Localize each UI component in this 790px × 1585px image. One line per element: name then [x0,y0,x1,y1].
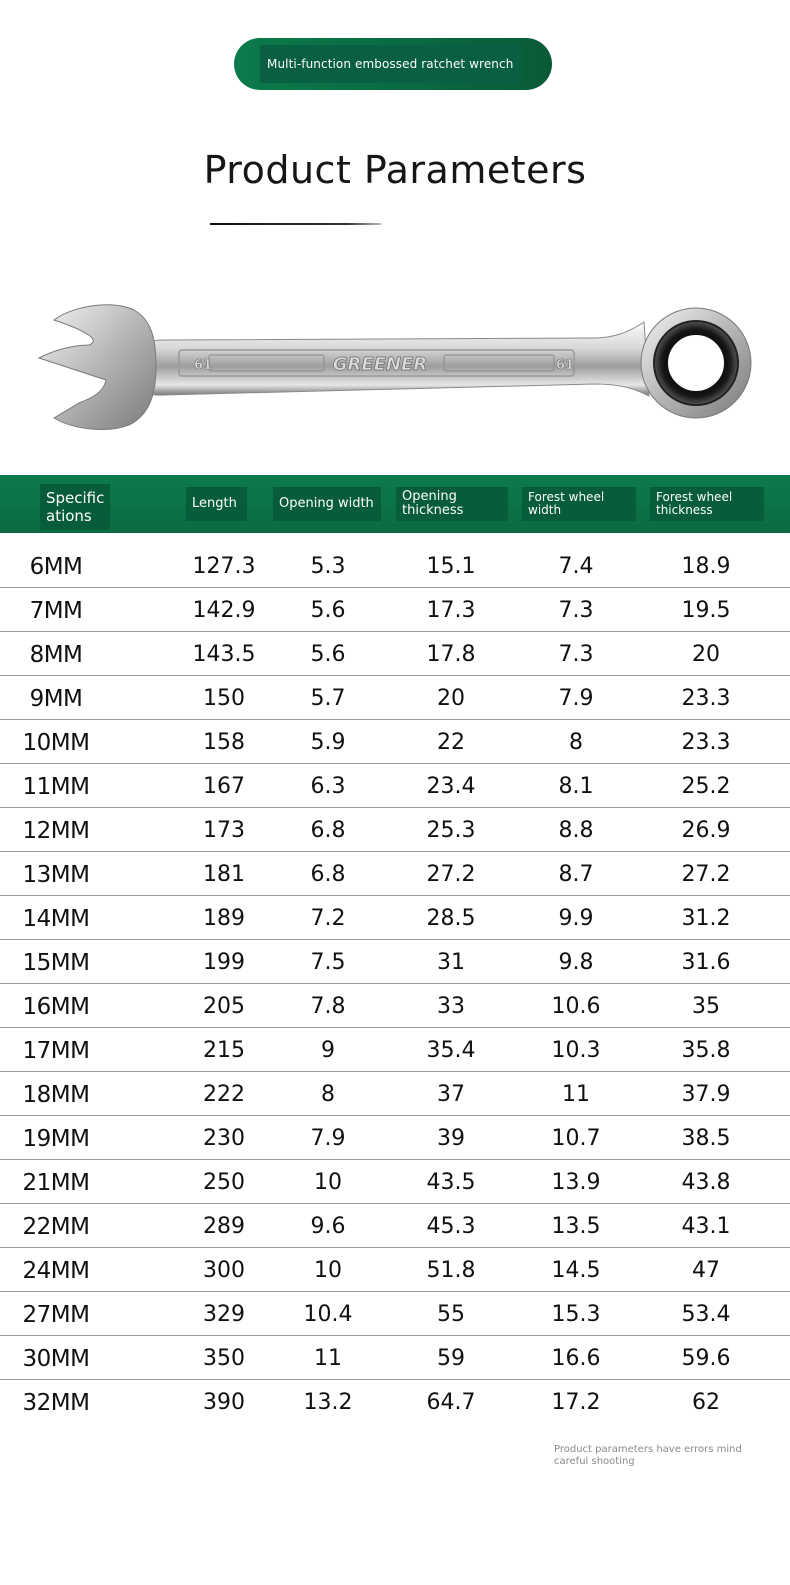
value-cell: 35.8 [681,1038,731,1063]
value-cell: 18.9 [681,554,731,579]
value-cell: 5.3 [310,554,346,579]
header-forest-wheel-thickness: Forest wheel thickness [650,487,764,521]
value-cell: 7.3 [558,642,594,667]
value-cell: 14.5 [551,1258,601,1283]
value-cell: 27.2 [681,862,731,887]
table-row [0,588,790,632]
value-cell: 64.7 [426,1390,476,1415]
table-row [0,676,790,720]
table-header [0,475,790,533]
value-cell: 19.5 [681,598,731,623]
value-cell: 23.4 [426,774,476,799]
value-cell: 9.6 [310,1214,346,1239]
table-row [0,1072,790,1116]
spec-cell: 12MM [22,818,90,844]
header-opening-width: Opening width [273,487,381,521]
value-cell: 22 [437,730,465,755]
value-cell: 10.6 [551,994,601,1019]
value-cell: 189 [203,906,245,931]
size-mark-left: 61 [194,358,213,373]
value-cell: 23.3 [681,686,731,711]
table-row [0,1160,790,1204]
header-length: Length [186,487,247,521]
value-cell: 37 [437,1082,465,1107]
spec-cell: 24MM [22,1258,90,1284]
value-cell: 7.8 [310,994,346,1019]
value-cell: 31 [437,950,465,975]
value-cell: 25.3 [426,818,476,843]
value-cell: 350 [203,1346,245,1371]
value-cell: 5.6 [310,598,346,623]
value-cell: 158 [203,730,245,755]
value-cell: 250 [203,1170,245,1195]
value-cell: 150 [203,686,245,711]
product-type-banner [234,38,552,90]
table-row [0,1292,790,1336]
title-underline [210,223,381,225]
value-cell: 7.5 [310,950,346,975]
value-cell: 7.2 [310,906,346,931]
value-cell: 16.6 [551,1346,601,1371]
spec-cell: 8MM [29,642,83,668]
value-cell: 205 [203,994,245,1019]
spec-cell: 32MM [22,1390,90,1416]
value-cell: 13.9 [551,1170,601,1195]
spec-cell: 19MM [22,1126,90,1152]
spec-cell: 17MM [22,1038,90,1064]
header-opening-thickness: Opening thickness [396,487,508,521]
header-forest-wheel-width: Forest wheel width [522,487,636,521]
table-row [0,764,790,808]
value-cell: 20 [437,686,465,711]
table-row [0,1248,790,1292]
spec-cell: 14MM [22,906,90,932]
page-title: Product Parameters [203,148,587,192]
value-cell: 167 [203,774,245,799]
value-cell: 47 [692,1258,720,1283]
table-row [0,1116,790,1160]
value-cell: 300 [203,1258,245,1283]
header-specifications: Specific ations [40,484,110,530]
spec-cell: 30MM [22,1346,90,1372]
value-cell: 8.8 [558,818,594,843]
value-cell: 8.7 [558,862,594,887]
value-cell: 9.9 [558,906,594,931]
spec-cell: 21MM [22,1170,90,1196]
ratchet-wrench-image [34,300,759,440]
value-cell: 27.2 [426,862,476,887]
value-cell: 5.7 [310,686,346,711]
value-cell: 6.3 [310,774,346,799]
value-cell: 10.4 [303,1302,353,1327]
value-cell: 39 [437,1126,465,1151]
value-cell: 20 [692,642,720,667]
value-cell: 11 [562,1082,590,1107]
value-cell: 35.4 [426,1038,476,1063]
value-cell: 59 [437,1346,465,1371]
value-cell: 230 [203,1126,245,1151]
value-cell: 143.5 [192,642,256,667]
spec-cell: 27MM [22,1302,90,1328]
table-row [0,940,790,984]
value-cell: 142.9 [192,598,256,623]
value-cell: 10.7 [551,1126,601,1151]
banner-label: Multi-function embossed ratchet wrench [260,45,522,83]
spec-cell: 22MM [22,1214,90,1240]
value-cell: 5.9 [310,730,346,755]
value-cell: 222 [203,1082,245,1107]
value-cell: 13.2 [303,1390,353,1415]
footnote: Product parameters have errors mind careful shooting [554,1444,742,1467]
value-cell: 10.3 [551,1038,601,1063]
value-cell: 17.8 [426,642,476,667]
value-cell: 23.3 [681,730,731,755]
spec-cell: 9MM [29,686,83,712]
spec-cell: 16MM [22,994,90,1020]
table-row [0,1380,790,1424]
value-cell: 35 [692,994,720,1019]
value-cell: 10 [314,1258,342,1283]
value-cell: 43.5 [426,1170,476,1195]
value-cell: 199 [203,950,245,975]
value-cell: 289 [203,1214,245,1239]
value-cell: 37.9 [681,1082,731,1107]
value-cell: 173 [203,818,245,843]
table-row [0,632,790,676]
value-cell: 55 [437,1302,465,1327]
table-row [0,1336,790,1380]
brand-mark: GREENER [332,354,428,375]
spec-cell: 6MM [29,554,83,580]
value-cell: 215 [203,1038,245,1063]
value-cell: 31.2 [681,906,731,931]
value-cell: 33 [437,994,465,1019]
spec-cell: 18MM [22,1082,90,1108]
value-cell: 7.4 [558,554,594,579]
value-cell: 181 [203,862,245,887]
value-cell: 127.3 [192,554,256,579]
size-mark-right: 61 [556,358,575,373]
value-cell: 31.6 [681,950,731,975]
value-cell: 62 [692,1390,720,1415]
value-cell: 43.1 [681,1214,731,1239]
value-cell: 45.3 [426,1214,476,1239]
value-cell: 8.1 [558,774,594,799]
value-cell: 7.9 [310,1126,346,1151]
value-cell: 15.3 [551,1302,601,1327]
table-row [0,896,790,940]
spec-cell: 13MM [22,862,90,888]
table-row [0,1204,790,1248]
value-cell: 53.4 [681,1302,731,1327]
value-cell: 7.3 [558,598,594,623]
table-row [0,720,790,764]
value-cell: 25.2 [681,774,731,799]
spec-cell: 10MM [22,730,90,756]
spec-cell: 15MM [22,950,90,976]
table-row [0,852,790,896]
value-cell: 43.8 [681,1170,731,1195]
value-cell: 9.8 [558,950,594,975]
value-cell: 51.8 [426,1258,476,1283]
value-cell: 38.5 [681,1126,731,1151]
value-cell: 5.6 [310,642,346,667]
value-cell: 59.6 [681,1346,731,1371]
table-row [0,984,790,1028]
value-cell: 9 [321,1038,335,1063]
value-cell: 329 [203,1302,245,1327]
value-cell: 26.9 [681,818,731,843]
spec-cell: 11MM [22,774,90,800]
value-cell: 6.8 [310,862,346,887]
value-cell: 11 [314,1346,342,1371]
value-cell: 8 [569,730,583,755]
value-cell: 7.9 [558,686,594,711]
table-row [0,1028,790,1072]
value-cell: 13.5 [551,1214,601,1239]
value-cell: 17.3 [426,598,476,623]
value-cell: 390 [203,1390,245,1415]
value-cell: 17.2 [551,1390,601,1415]
table-row [0,808,790,852]
value-cell: 8 [321,1082,335,1107]
spec-cell: 7MM [29,598,83,624]
value-cell: 10 [314,1170,342,1195]
value-cell: 6.8 [310,818,346,843]
table-row [0,544,790,588]
value-cell: 15.1 [426,554,476,579]
value-cell: 28.5 [426,906,476,931]
